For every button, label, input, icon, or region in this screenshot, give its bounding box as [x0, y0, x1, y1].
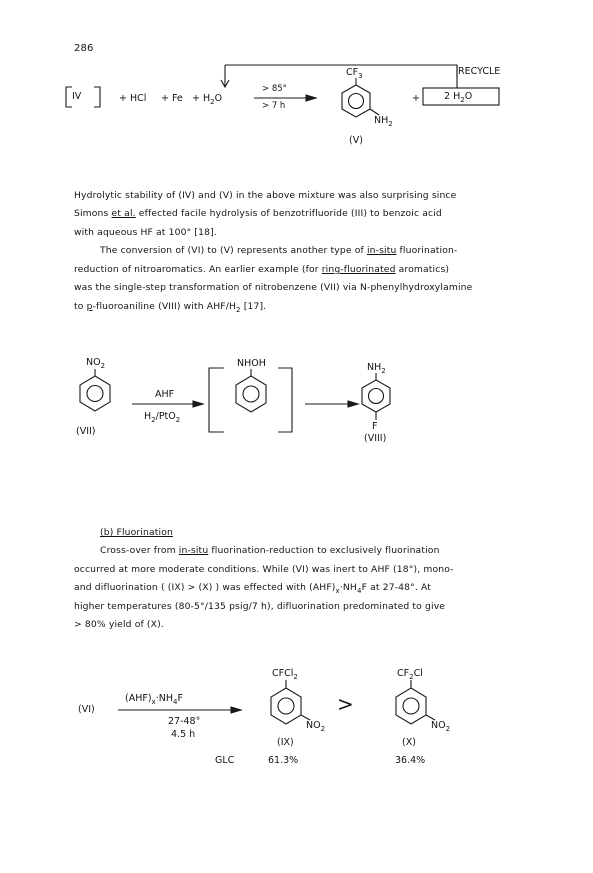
- ring-v: [342, 85, 370, 117]
- ring-nhoh-circle: [243, 386, 259, 402]
- para1-line7: to p-fluoroaniline (VIII) with AHF/$H_2$ [17].: [74, 301, 267, 314]
- ring-vii-circle: [87, 386, 103, 402]
- substituent-no2-ix: $NO_2$: [306, 720, 326, 733]
- label-viii: (VIII): [364, 433, 387, 444]
- glc-label: GLC: [215, 755, 235, 766]
- bracket-right-iv: [94, 87, 100, 107]
- label-ix: (IX): [277, 737, 294, 748]
- condition-temp: > 85°: [262, 84, 287, 94]
- ring-ix: [271, 688, 301, 724]
- greater-than-sign: >: [337, 692, 354, 716]
- para1-line4: The conversion of (VI) to (V) represents another type of in-situ fluorination-: [100, 245, 458, 256]
- reagent-ahf-nh4f: $(AHF)_x\cdot NH_4F$: [125, 693, 183, 706]
- bracket-right-big: [278, 368, 292, 432]
- reagent-fe: + Fe: [161, 93, 183, 104]
- condition-temp-range: 27-48°: [168, 716, 201, 727]
- plus-sign: +: [412, 93, 420, 104]
- section-b-line5: > 80% yield of (X).: [74, 619, 164, 630]
- section-b-line2: occurred at more moderate conditions. While (VI) was inert to AHF (18°), mono-: [74, 564, 454, 575]
- compound-vi: (VI): [78, 704, 95, 715]
- reagent-hcl: + HCl: [119, 93, 147, 104]
- recycle-label: RECYCLE: [458, 66, 501, 77]
- substituent-no2-vii: $NO_2$: [86, 357, 106, 370]
- glc-value-x: 36.4%: [395, 755, 426, 766]
- para1-line3: with aqueous HF at 100° [18].: [74, 227, 217, 238]
- ring-x-circle: [403, 698, 419, 714]
- section-b-heading: (b) Fluorination: [100, 527, 173, 538]
- compound-iv: IV: [72, 91, 82, 102]
- page-number: 286: [74, 43, 94, 54]
- ring-viii-circle: [369, 389, 384, 404]
- label-v: (V): [349, 135, 363, 146]
- para1-line2: Simons et al. effected facile hydrolysis of benzotrifluoride (III) to benzoic acid: [74, 208, 442, 219]
- substituent-nhoh: NHOH: [237, 358, 266, 369]
- substituent-nh2-v: $NH_2$: [374, 115, 393, 128]
- condition-duration: 4.5 h: [171, 729, 196, 740]
- substituent-cf3: $CF_3$: [346, 67, 363, 80]
- condition-time: > 7 h: [262, 101, 286, 111]
- para1-line5: reduction of nitroaromatics. An earlier example (for ring-fluorinated aromatics): [74, 264, 450, 275]
- glc-value-ix: 61.3%: [268, 755, 299, 766]
- section-b-line4: higher temperatures (80-5°/135 psig/7 h), difluorination predominated to give: [74, 601, 446, 612]
- ring-v-circle: [349, 94, 364, 109]
- arrow-2-head: [193, 401, 203, 407]
- ring-ix-circle: [278, 698, 294, 714]
- label-vii: (VII): [76, 426, 96, 437]
- ring-vii: [80, 376, 110, 411]
- substituent-f-viii: F: [372, 421, 378, 432]
- arrow-1-head: [306, 95, 316, 101]
- label-x: (X): [402, 737, 416, 748]
- condition-ahf: AHF: [155, 389, 175, 400]
- substituent-cfcl2: CFCl$_2$: [272, 668, 298, 681]
- recycle-line: [225, 65, 457, 78]
- para1-line6: was the single-step transformation of nitrobenzene (VII) via N-phenylhydroxylamine: [74, 282, 473, 293]
- bracket-left-big: [209, 368, 224, 432]
- ring-x: [396, 688, 426, 724]
- arrow-4-head: [231, 707, 241, 713]
- arrow-3-head: [348, 401, 358, 407]
- condition-h2pto2: $H_2/PtO_2$: [144, 411, 181, 424]
- substituent-nh2-viii: $NH_2$: [367, 362, 386, 375]
- byproduct-water: 2 $H_2O$: [444, 91, 473, 104]
- para1-line1: Hydrolytic stability of (IV) and (V) in the above mixture was also surprising since: [74, 190, 457, 201]
- section-b-line3: and difluorination ( (IX) > (X) ) was effected with $(AHF)_x\cdot NH_4F$ at 27-48°. At: [74, 582, 432, 595]
- reagent-h2o: + $H_2O$: [192, 93, 223, 106]
- substituent-no2-x: $NO_2$: [431, 720, 451, 733]
- section-b-line1: Cross-over from in-situ fluorination-reduction to exclusively fluorination: [100, 545, 440, 556]
- substituent-cf2cl: $CF_2Cl$: [397, 668, 423, 681]
- ring-viii: [362, 380, 390, 412]
- ring-nhoh: [236, 376, 266, 412]
